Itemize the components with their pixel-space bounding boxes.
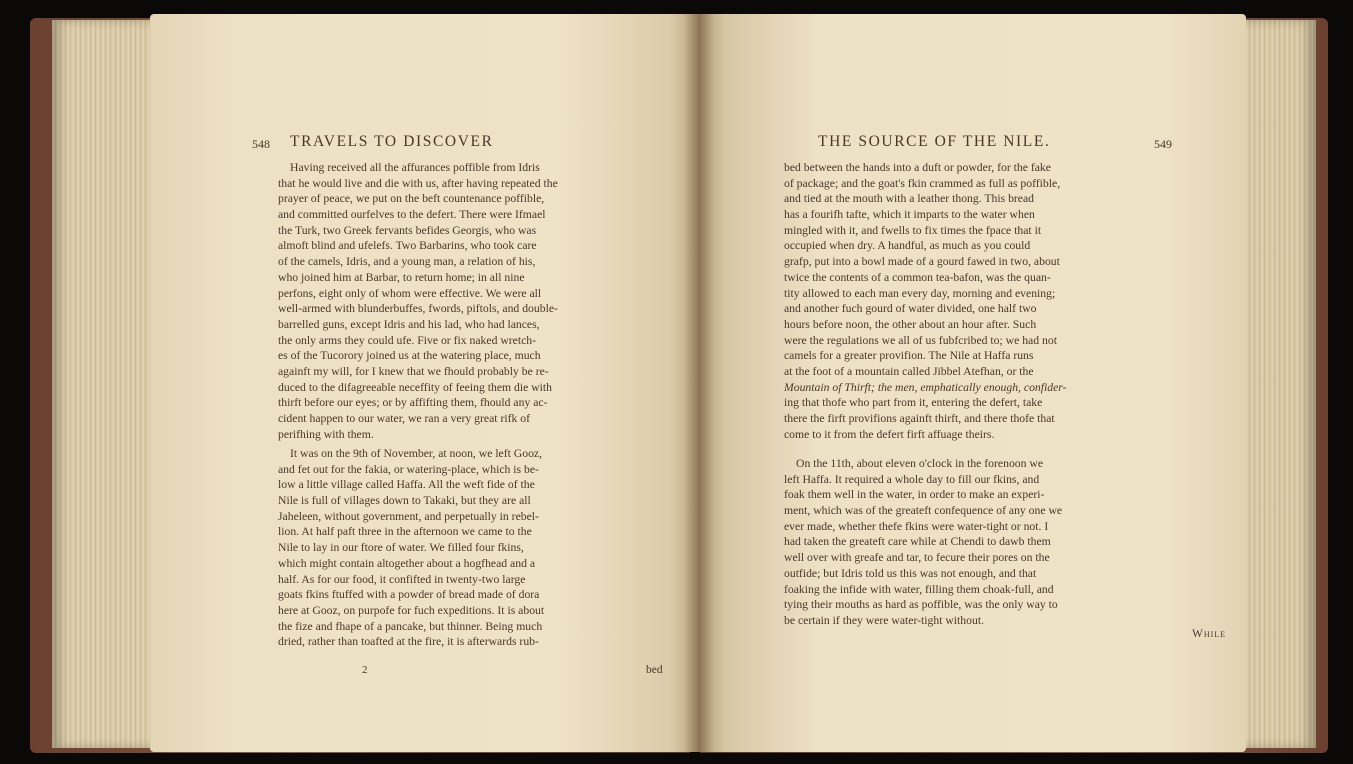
text-line: Nile is full of villages down to Takaki, but they are all — [278, 494, 531, 508]
left-paragraph-1 — [278, 160, 558, 442]
text-line: the only arms they could ufe. Five or fix naked wretch- — [278, 333, 537, 347]
left-catchword: bed — [646, 664, 663, 676]
text-line: occupied when dry. A handful, as much as you could — [784, 239, 1031, 253]
text-line: low a little village called Haffa. All the weft fide of the — [278, 478, 535, 492]
text-line: there the firft provifions againft thirft, and there thofe that — [784, 412, 1055, 425]
text-line: well-armed with blunderbuffes, fwords, piftols, and double- — [278, 302, 558, 316]
right-paragraph-2 — [784, 456, 1062, 629]
left-page-edges — [52, 20, 162, 748]
right-catchword: While — [1192, 628, 1227, 640]
text-line: half. As for our food, it confifted in twenty-two large — [278, 572, 526, 586]
right-page-number: 549 — [1154, 137, 1172, 151]
text-line: On the 11th, about eleven o'clock in the forenoon we — [796, 457, 1044, 470]
text-line: camels for a greater provifion. The Nile at Haffa runs — [784, 349, 1034, 363]
text-line: tying their mouths as hard as poffible, was the only way to — [784, 598, 1058, 612]
text-line: and committed ourfelves to the defert. There were Ifmael — [278, 208, 546, 222]
text-line: twice the contents of a common tea-bafon, was the quan- — [784, 270, 1051, 284]
right-page-edges — [1236, 20, 1316, 748]
right-paragraph-1 — [784, 160, 1067, 442]
text-line: and tied at the mouth with a leather thong. This bread — [784, 192, 1035, 206]
text-line: has a fourifh tafte, which it imparts to the water when — [784, 208, 1035, 222]
text-line: outfide; but Idris told us this was not enough, and that — [784, 566, 1037, 580]
text-line: es of the Tucorory joined us at the watering place, much — [278, 349, 541, 363]
text-line: Nile to lay in our ftore of water. We filled four fkins, — [278, 541, 524, 555]
text-line: foaking the infide with water, filling them choak-full, and — [784, 582, 1054, 596]
text-line: had taken the greateft care while at Chendi to dawb them — [784, 535, 1051, 549]
text-line: goats fkins ftuffed with a powder of bread made of dora — [278, 588, 540, 602]
text-line: which might contain altogether about a hogfhead and a — [278, 556, 536, 570]
text-line: mingled with it, and fwells to fix times the fpace that it — [784, 223, 1042, 237]
book-gutter — [684, 14, 714, 752]
right-running-head: THE SOURCE OF THE NILE. — [818, 133, 1051, 150]
left-page — [150, 14, 698, 752]
text-line: Mountain of Thirft; the men, emphatically enough, confider- — [784, 380, 1067, 394]
text-line: Jaheleen, without government, and perpetually in rebel- — [278, 509, 539, 523]
text-line: and fet out for the fakia, or watering-place, which is be- — [278, 462, 539, 476]
text-line: dried, rather than toafted at the fire, it is afterwards rub- — [278, 635, 539, 649]
left-running-head: TRAVELS TO DISCOVER — [290, 133, 494, 150]
text-line: be certain if they were water-tight without. — [784, 613, 984, 627]
text-line: here at Gooz, on purpofe for fuch expeditions. It is about — [278, 603, 545, 617]
text-line: and another fuch gourd of water divided, one half two — [784, 302, 1037, 316]
left-page-number: 548 — [252, 137, 270, 151]
text-line: It was on the 9th of November, at noon, we left Gooz, — [290, 447, 543, 460]
text-line: almoft blind and ufelefs. Two Barbarins, who took care — [278, 239, 537, 253]
text-line: the Turk, two Greek fervants befides Georgis, who was — [278, 223, 537, 237]
text-line: Having received all the affurances poffible from Idris — [290, 161, 540, 174]
text-line: againft my will, for I knew that we fhould probably be re- — [278, 364, 549, 378]
text-line: of package; and the goat's fkin crammed as full as poffible, — [784, 176, 1061, 190]
text-line: prayer of peace, we put on the beft countenance poffible, — [278, 192, 545, 206]
text-line: lion. At half paft three in the afternoon we came to the — [278, 525, 532, 539]
text-line: who joined him at Barbar, to return home; in all nine — [278, 270, 525, 284]
right-page — [698, 14, 1246, 752]
text-line: left Haffa. It required a whole day to fill our fkins, and — [784, 472, 1040, 486]
text-line: that he would live and die with us, after having repeated the — [278, 176, 558, 190]
text-line: bed between the hands into a duft or powder, for the fake — [784, 161, 1051, 174]
text-line: ment, which was of the greateft confequence of any one we — [784, 504, 1063, 518]
text-line: ever made, whether thefe fkins were water-tight or not. I — [784, 519, 1049, 533]
text-line: tity allowed to each man every day, morning and evening; — [784, 286, 1056, 300]
text-line: duced to the difagreeable neceffity of feeing them die with — [278, 380, 552, 394]
text-line: barrelled guns, except Idris and his lad, who had lances, — [278, 317, 540, 331]
left-paragraph-2 — [278, 446, 544, 650]
text-line: cident happen to our water, we ran a very great rifk of — [278, 412, 530, 425]
text-line: perfons, eight only of whom were effective. We were all — [278, 286, 542, 300]
text-line: grafp, put into a bowl made of a gourd fawed in two, about — [784, 255, 1060, 269]
text-line: of the camels, Idris, and a young man, a relation of his, — [278, 255, 536, 269]
text-line: thirft before our eyes; or by affifting them, fhould any ac- — [278, 396, 548, 410]
text-line: ing that thofe who part from it, entering the defert, take — [784, 396, 1043, 410]
text-line: hours before noon, the other about an hour after. Such — [784, 317, 1037, 331]
text-line: at the foot of a mountain called Jibbel Atefhan, or the — [784, 364, 1034, 378]
signature-mark: 2 — [362, 664, 368, 676]
text-line: well over with greafe and tar, to fecure their pores on the — [784, 551, 1050, 565]
text-line: the fize and fhape of a pancake, but thinner. Being much — [278, 619, 543, 633]
text-line: perifhing with them. — [278, 427, 374, 441]
text-line: foak them well in the water, in order to make an experi- — [784, 488, 1045, 502]
text-line: come to it from the defert firft affuage theirs. — [784, 427, 995, 441]
text-line: were the regulations we all of us fubfcribed to; we had not — [784, 333, 1057, 347]
